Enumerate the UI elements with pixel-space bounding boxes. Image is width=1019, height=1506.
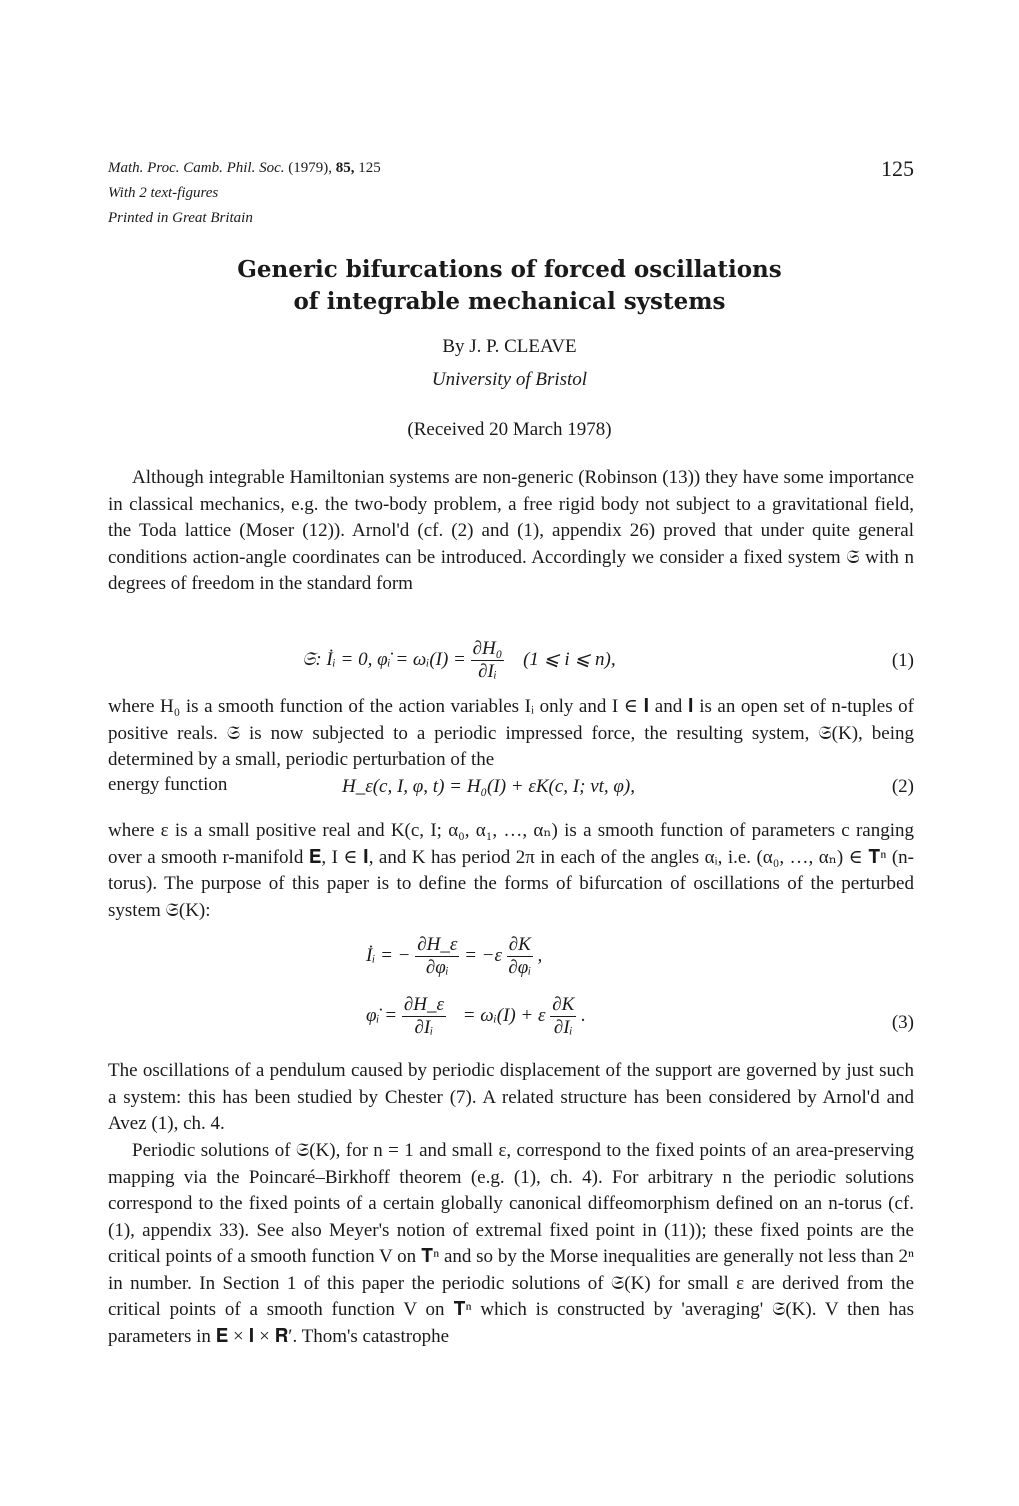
author: By J. P. CLEAVE xyxy=(442,336,577,357)
eq1-numerator: ∂H₀ xyxy=(472,638,503,659)
paragraph-4: The oscillations of a pendulum caused by periodic displacement of the support are governed by just such a system: this has been studied by Chester (7). A related structure has been considered by Arnol'd and Avez (1), ch. 4. xyxy=(108,1060,914,1134)
figures-note: With 2 text-figures xyxy=(108,185,219,201)
eq3a-left: İᵢ = − xyxy=(366,944,411,966)
paper-title xyxy=(0,254,1019,318)
eq3b-numerator-1: ∂H_ε xyxy=(403,994,444,1015)
paragraph-5: Periodic solutions of 𝔖(K), for n = 1 and small ε, correspond to the fixed points of an area-preserving mapping via the Poincaré–Birkhoff theorem (e.g. (1), ch. 4). For arbitrary n the periodic solutions correspond to the fixed points of a certain globally canonical diffeomorphism defined on an n-torus (cf. (1), appendix 33). See also Meyer's notion of extremal fixed point in (11)); these fixed points are the critical points of a smooth function V on 𝐓ⁿ and so by the Morse inequalities are generally not less than 2ⁿ in number. In Section 1 of this paper the periodic solutions of 𝔖(K) for small ε are derived from the critical points of a smooth function V on 𝐓ⁿ which is constructed by 'averaging' 𝔖(K). V then has parameters in 𝐄 × 𝐈 × 𝐑′. Thom's catastrophe xyxy=(108,1140,914,1347)
eq3-label: (3) xyxy=(891,1012,914,1033)
journal-year: (1979), xyxy=(288,160,333,176)
eq1-denominator: ∂Iᵢ xyxy=(478,661,497,682)
eq1-label: (1) xyxy=(891,650,914,671)
equation-2: H_ε(c, I, φ, t) = H₀(I) + εK(c, I; νt, φ), xyxy=(342,776,635,797)
eq1-left: 𝔖: İᵢ = 0, φ̇ᵢ = ωᵢ(I) = xyxy=(302,648,466,670)
paragraph-3: where ε is a small positive real and K(c, I; α₀, α₁, …, αₙ) is a smooth function of parameters c ranging over a smooth r-manifold 𝐄, I ∈ 𝐈, and K has period 2π in each of the angles αᵢ, i.e. (α₀, …, αₙ) ∈ 𝐓ⁿ (n-torus). The purpose of this paper is to define the forms of bifurcation of oscillations of the perturbed system 𝔖(K): xyxy=(108,820,914,921)
eq3a-denominator-1: ∂φᵢ xyxy=(425,957,449,978)
eq3b-left: φ̇ᵢ = xyxy=(366,1004,398,1026)
eq3a-middle: = −ε xyxy=(464,944,502,966)
journal-name: Math. Proc. Camb. Phil. Soc. xyxy=(108,160,285,176)
page-number: 125 xyxy=(881,156,914,181)
eq3a-fraction-2 xyxy=(507,934,533,979)
eq3a-end: , xyxy=(537,944,543,966)
journal-page-ref: 125 xyxy=(358,160,381,176)
eq3a-denominator-2: ∂φᵢ xyxy=(508,957,532,978)
eq3a-numerator-2: ∂K xyxy=(508,934,531,955)
eq1-fraction xyxy=(471,638,505,683)
affiliation: University of Bristol xyxy=(431,369,588,390)
title-line-1: Generic bifurcations of forced oscillations xyxy=(237,256,782,283)
received-date: (Received 20 March 1978) xyxy=(407,419,612,440)
eq3a-fraction-1 xyxy=(415,934,459,979)
eq3-line-2 xyxy=(366,994,586,1039)
title-line-2: of integrable mechanical systems xyxy=(293,288,726,315)
paragraph-2: where H₀ is a smooth function of the action variables Iᵢ only and I ∈ 𝐈 and 𝐈 is an open set of n-tuples of positive reals. 𝔖 is now subjected to a periodic impressed force, the resulting system, 𝔖(K), being determined by a small, periodic perturbation of the xyxy=(108,696,914,770)
journal-citation xyxy=(108,156,381,181)
energy-function-text: energy function xyxy=(108,774,228,795)
eq3b-fraction-2 xyxy=(550,994,576,1039)
journal-volume: 85, xyxy=(335,160,355,176)
eq3b-fraction-1 xyxy=(402,994,446,1039)
eq3a-numerator-1: ∂H_ε xyxy=(417,934,458,955)
eq3b-middle: = ωᵢ(I) + ε xyxy=(462,1004,546,1026)
equation-3 xyxy=(108,934,914,1054)
eq3b-numerator-2: ∂K xyxy=(552,994,575,1015)
paragraph-1: Although integrable Hamiltonian systems are non-generic (Robinson (13)) they have some importance in classical mechanics, e.g. the two-body problem, a free rigid body not subject to a gravitational field, the Toda lattice (Moser (12)). Arnol'd (cf. (2) and (1), appendix 26) proved that under quite general conditions action-angle coordinates can be introduced. Accordingly we consider a fixed system 𝔖 with n degrees of freedom in the standard form xyxy=(108,467,914,594)
eq3-line-1 xyxy=(366,934,542,979)
eq3b-denominator-1: ∂Iᵢ xyxy=(414,1017,434,1038)
equation-1 xyxy=(108,634,914,690)
eq2-label: (2) xyxy=(891,776,914,797)
eq3b-end: . xyxy=(581,1004,586,1026)
equation-2-line xyxy=(108,774,914,802)
running-header xyxy=(108,156,381,231)
eq1-condition: (1 ⩽ i ⩽ n), xyxy=(523,648,616,670)
eq3b-denominator-2: ∂Iᵢ xyxy=(553,1017,573,1038)
printed-note: Printed in Great Britain xyxy=(108,210,253,226)
